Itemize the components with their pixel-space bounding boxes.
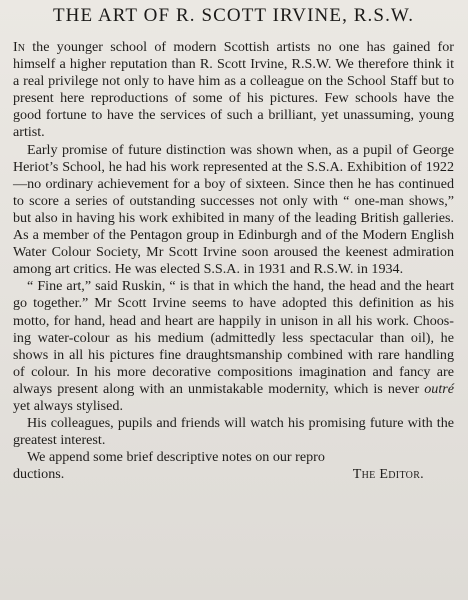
- notes-first-line: We append some brief descriptive notes on our repro: [27, 449, 325, 466]
- paragraph-notes: [13, 449, 454, 483]
- notes-last-line: [13, 466, 454, 483]
- paragraph-early-promise: Early promise of future distinction was shown when, as a pupil of George Heriot’s School, he had his work represented at the S.S.A. Exhibition of 1922—no ordinary achievement for a boy of sixteen. Since then he has continued to score a series of outstanding successes not only with “ one-man shows,” but also in having his work exhibited in many of the leading British galleries. As a member of the Pentagon group in Edinburgh and of the Modern English Water Colour Society, Mr Scott Irvine soon aroused the keenest admiration among art critics. He was elected S.S.A. in 1931 and R.S.W. in 1934.: [13, 141, 454, 278]
- ruskin-text-start: “ Fine art,” said Ruskin, “ is that in which the hand, the head and the heart go together.” Mr Scott Irvine seems to have adopted this definition as his motto, for hand, head and heart are happily in unison in all his work. Choosing water-colour as his medium (admittedly less spectacular than oil), he shows in all his pictures fine draughtsmanship combined with rare handling of colour. In his more decorative compositions imagination and fancy are always present along with an unmistakable modernity, which is never: [13, 278, 454, 397]
- editor-signature: The Editor.: [352, 466, 424, 483]
- intro-text: the younger school of modern Scottish artists no one has gained for himself a higher reputation than R. Scott Irvine, R.S.W. We therefore think it a real privilege not only to have him as a colleague on the School Staff but to present here reproductions of some of his pictures. Few schools have the good fortune to have the services of such a brilliant, yet unassuming, young artist.: [13, 39, 454, 141]
- intro-paragraph: [13, 39, 454, 142]
- article-title: THE ART OF R. SCOTT IRVINE, R.S.W.: [52, 5, 415, 26]
- ruskin-text-end: yet always stylised.: [13, 397, 123, 414]
- intro-lead-word: In: [13, 39, 25, 55]
- paragraph-colleagues: His colleagues, pupils and friends will watch his promising future with the greatest interest.: [13, 415, 454, 449]
- paragraph-ruskin-quote: [13, 278, 454, 415]
- notes-last-word: ductions.: [13, 466, 65, 483]
- italic-outre: outré: [424, 380, 454, 397]
- article-body: [13, 39, 454, 483]
